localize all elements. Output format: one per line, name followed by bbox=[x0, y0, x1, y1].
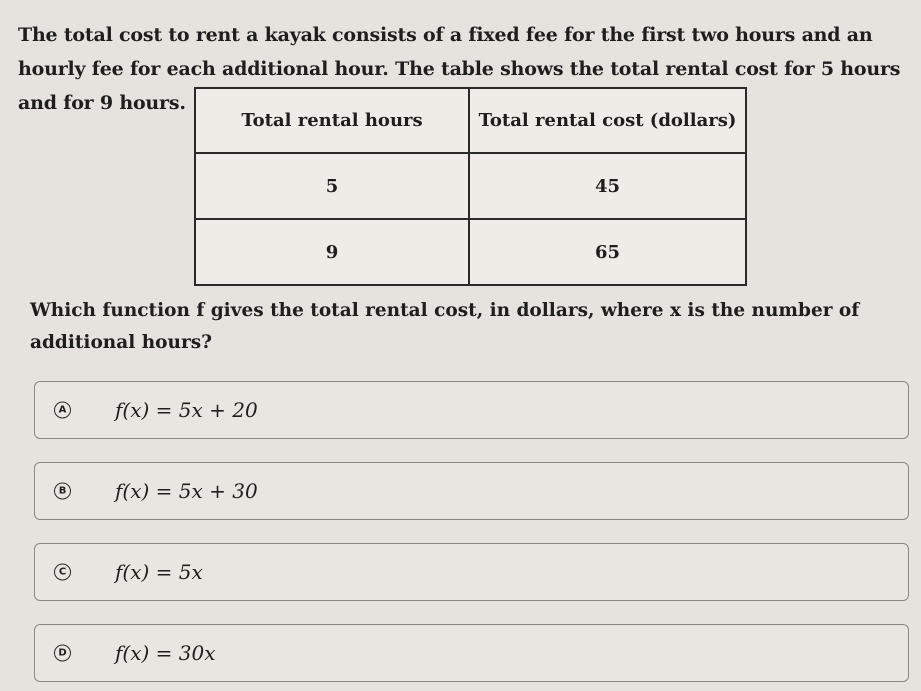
table-row bbox=[195, 153, 746, 219]
rental-table bbox=[194, 87, 747, 286]
column-header-hours: Total rental hours bbox=[195, 88, 469, 153]
table-row bbox=[195, 219, 746, 285]
choice-letter-b: B bbox=[54, 483, 71, 500]
question-prompt: Which function f gives the total rental cost, in dollars, where x is the number of additional hours? bbox=[30, 300, 860, 353]
cell-cost: 45 bbox=[469, 153, 746, 219]
choice-letter-d: D bbox=[54, 645, 71, 662]
cell-cost: 65 bbox=[469, 219, 746, 285]
choice-text-c: f(x) = 5x bbox=[115, 560, 203, 584]
question-stem: The total cost to rent a kayak consists of a fixed fee for the first two hours and an hourly fee for each additional hour. The table shows the total rental cost for 5 hours and for 9 hours. bbox=[18, 24, 901, 114]
choice-letter-a: A bbox=[54, 402, 71, 419]
answer-choice-c[interactable] bbox=[34, 543, 909, 601]
answer-choice-b[interactable] bbox=[34, 462, 909, 520]
column-header-cost: Total rental cost (dollars) bbox=[469, 88, 746, 153]
answer-choice-a[interactable] bbox=[34, 381, 909, 439]
choice-text-d: f(x) = 30x bbox=[115, 641, 216, 665]
table-header-row bbox=[195, 88, 746, 153]
choice-letter-c: C bbox=[54, 564, 71, 581]
answer-choice-d[interactable] bbox=[34, 624, 909, 682]
choice-text-b: f(x) = 5x + 30 bbox=[115, 479, 258, 503]
cell-hours: 9 bbox=[195, 219, 469, 285]
choice-text-a: f(x) = 5x + 20 bbox=[115, 398, 258, 422]
cell-hours: 5 bbox=[195, 153, 469, 219]
